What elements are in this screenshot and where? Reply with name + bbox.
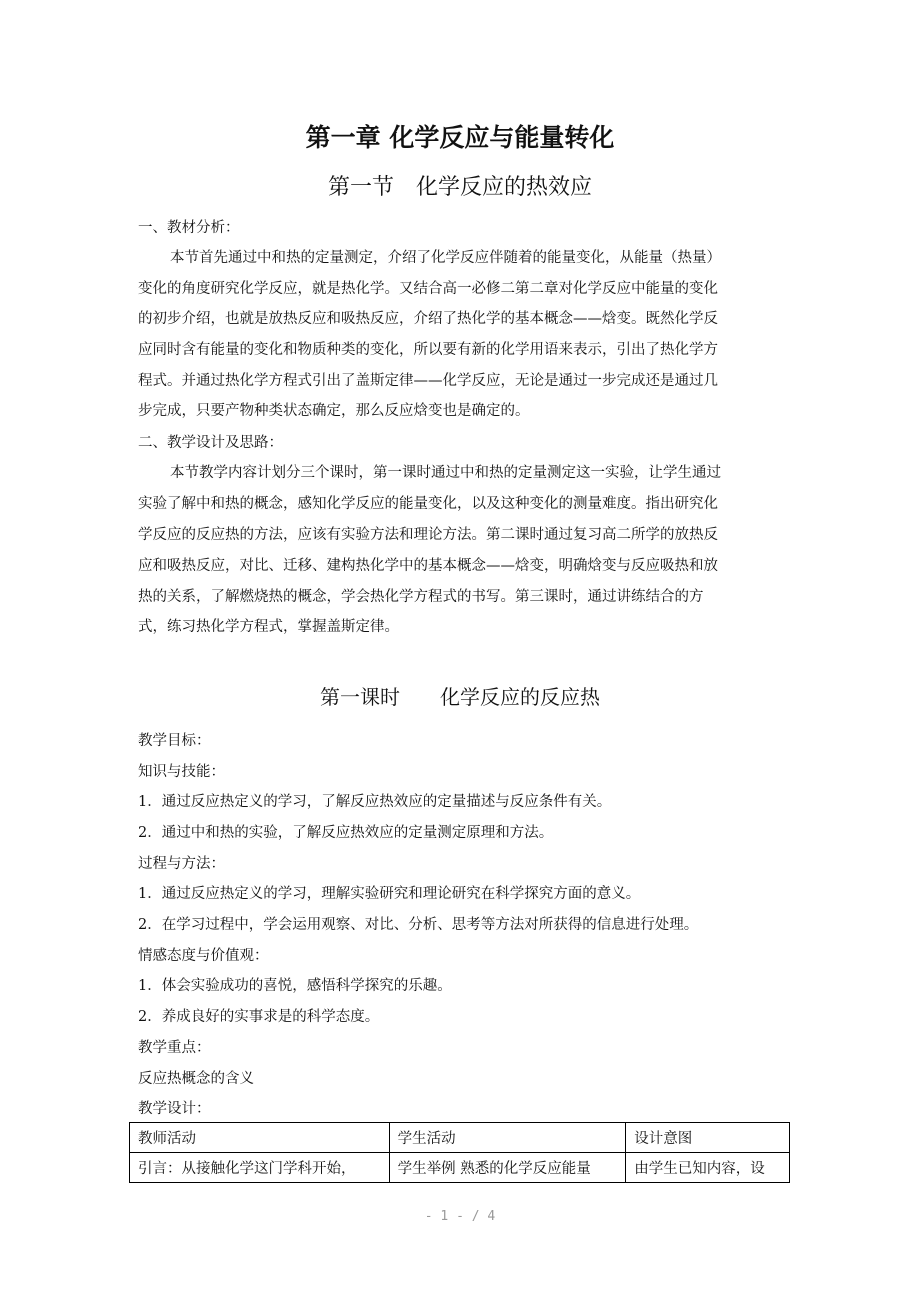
table-header-cell: 设计意图 [626, 1123, 790, 1153]
list-item: 2．在学习过程中，学会运用观察、对比、分析、思考等方法对所获得的信息进行处理。 [138, 917, 699, 933]
paragraph-line: 本节教学内容计划分三个课时，第一课时通过中和热的定量测定这一实验，让学生通过 [170, 465, 721, 481]
paragraph-line: 程式。并通过热化学方程式引出了盖斯定律——化学反应，无论是通过一步完成还是通过几 [138, 373, 718, 389]
table-header-row [130, 1123, 790, 1153]
table-header-cell: 学生活动 [389, 1123, 626, 1153]
lesson-title: 第一课时 化学反应的反应热 [320, 685, 600, 709]
subheading: 过程与方法： [138, 856, 225, 872]
table-cell: 学生举例 熟悉的化学反应能量 [389, 1153, 626, 1183]
paragraph-line: 式，练习热化学方程式，掌握盖斯定律。 [138, 619, 399, 635]
subheading: 情感态度与价值观： [138, 948, 269, 964]
section-title: 第一节 化学反应的热效应 [327, 175, 592, 200]
table-header-cell: 教师活动 [130, 1123, 390, 1153]
page-number: - 1 - / 4 [424, 1209, 496, 1224]
list-item: 2．通过中和热的实验，了解反应热效应的定量测定原理和方法。 [138, 825, 554, 841]
heading-textbook-analysis: 一、教材分析： [138, 220, 240, 236]
paragraph-line: 变化的角度研究化学反应，就是热化学。又结合高一必修二第二章对化学反应中能量的变化 [138, 281, 718, 297]
subheading: 知识与技能： [138, 764, 225, 780]
list-item: 1．通过反应热定义的学习，理解实验研究和理论研究在科学探究方面的意义。 [138, 886, 641, 902]
paragraph-line: 本节首先通过中和热的定量测定，介绍了化学反应伴随着的能量变化，从能量（热量） [170, 250, 721, 266]
paragraph-line: 学反应的反应热的方法，应该有实验方法和理论方法。第二课时通过复习高二所学的放热反 [138, 527, 718, 543]
key-point-text: 反应热概念的含义 [138, 1071, 254, 1087]
teaching-design-table [129, 1122, 790, 1183]
heading-teaching-goals: 教学目标： [138, 733, 211, 749]
list-item: 2．养成良好的实事求是的科学态度。 [138, 1009, 380, 1025]
paragraph-line: 应同时含有能量的变化和物质种类的变化，所以要有新的化学用语来表示，引出了热化学方 [138, 342, 718, 358]
chapter-title: 第一章 化学反应与能量转化 [305, 123, 615, 152]
heading-key-points: 教学重点： [138, 1040, 211, 1056]
paragraph-line: 应和吸热反应，对比、迁移、建构热化学中的基本概念——焓变，明确焓变与反应吸热和放 [138, 558, 718, 574]
heading-teaching-design: 教学设计： [138, 1101, 211, 1117]
list-item: 1．通过反应热定义的学习，了解反应热效应的定量描述与反应条件有关。 [138, 794, 612, 810]
paragraph-line: 热的关系，了解燃烧热的概念，学会热化学方程式的书写。第三课时，通过讲练结合的方 [138, 589, 704, 605]
list-item: 1．体会实验成功的喜悦，感悟科学探究的乐趣。 [138, 978, 452, 994]
heading-design-ideas: 二、教学设计及思路： [138, 435, 283, 451]
table-row [130, 1153, 790, 1183]
paragraph-line: 的初步介绍，也就是放热反应和吸热反应，介绍了热化学的基本概念——焓变。既然化学反 [138, 311, 718, 327]
table-cell: 由学生已知内容，设 [626, 1153, 790, 1183]
paragraph-line: 步完成，只要产物种类状态确定，那么反应焓变也是确定的。 [138, 403, 530, 419]
table-cell: 引言：从接触化学这门学科开始， [130, 1153, 390, 1183]
paragraph-line: 实验了解中和热的概念，感知化学反应的能量变化，以及这种变化的测量难度。指出研究化 [138, 496, 718, 512]
